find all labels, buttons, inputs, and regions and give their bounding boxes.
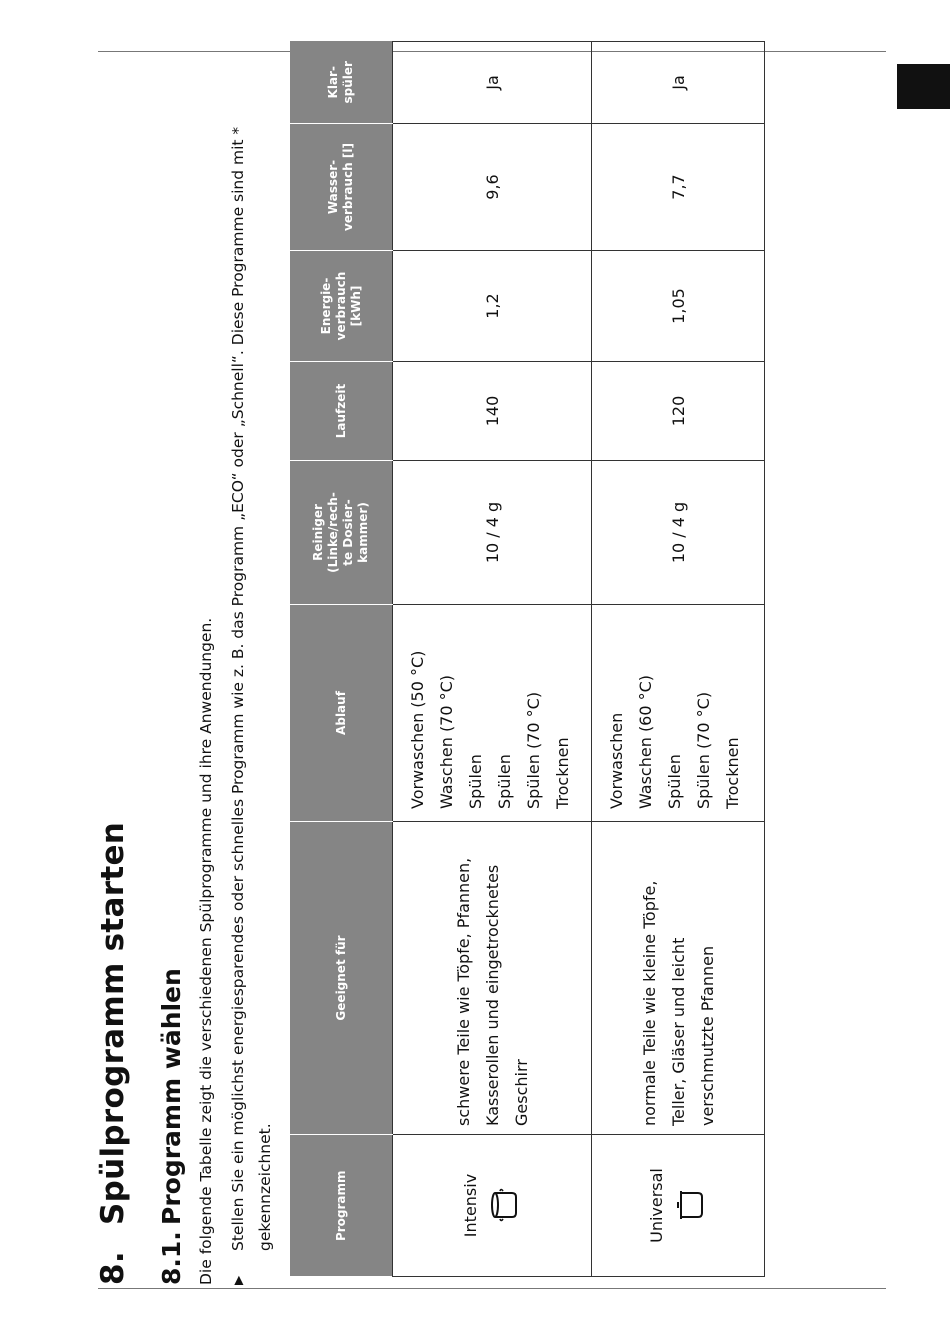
universal-pot-icon [675,1189,714,1223]
cell-programm [592,1135,765,1277]
cell-geeignet: schwere Teile wie Töpfe, Pfannen, Kasserollen und eingetrocknetes Geschirr [393,822,592,1135]
ablauf-step: Waschen (70 °C) [437,674,456,809]
ablauf-step: Trocknen [553,737,572,809]
subsection-heading [157,968,186,1285]
header-programm: Programm [290,1135,393,1277]
header-energie-line: verbrauch [333,271,348,341]
cell-programm [393,1135,592,1277]
header-geeignet: Geeignet für [290,822,393,1135]
header-reiniger-line: te Dosier- [341,499,355,566]
ablauf-step: Vorwaschen (50 °C) [408,650,427,809]
ablauf-step: Spülen (70 °C) [524,691,543,809]
cell-klarspueler: Ja [393,42,592,124]
ablauf-step: Spülen (70 °C) [694,691,713,809]
cell-ablauf [592,605,765,822]
cell-klarspueler: Ja [592,42,765,124]
section-number: 8. [95,1251,131,1285]
cell-laufzeit: 140 [393,362,592,461]
ablauf-step: Vorwaschen [607,712,626,809]
subsection-number: 8.1. [157,1231,186,1285]
section-title: Spülprogramm starten [95,821,131,1225]
table-row [393,42,592,1277]
cell-ablauf [393,605,592,822]
cell-wasser: 9,6 [393,124,592,251]
table-row [592,42,765,1277]
cell-reiniger: 10 / 4 g [592,461,765,605]
program-name: Universal [647,1168,666,1243]
header-klarspueler [290,42,393,124]
cell-laufzeit: 120 [592,362,765,461]
header-wasser-line: Wasser- [326,159,340,215]
ablauf-step: Spülen [495,754,514,809]
note-paragraph [225,65,279,1285]
note-text: Stellen Sie ein möglichst energiesparendes oder schnelles Programm wie z. B. das Programm „ECO“ oder „Schnell“. Diese Programme sind mit * gekennzeichnet. [229,126,274,1251]
header-ablauf: Ablauf [290,605,393,822]
ablauf-step: Waschen (60 °C) [636,674,655,809]
subsection-title: Programm wählen [157,968,186,1225]
cell-wasser: 7,7 [592,124,765,251]
section-heading [95,822,131,1285]
header-reiniger-line: (Linke/rech- [326,492,340,573]
bottom-rule [98,1288,886,1289]
ablauf-step: Spülen [665,754,684,809]
header-laufzeit: Laufzeit [290,362,393,461]
header-energie-line: Energie- [318,277,333,335]
cell-energie: 1,05 [592,251,765,362]
header-wasser [290,124,393,251]
header-wasser-line: verbrauch [l] [341,143,355,231]
header-energie-line: [kWh] [348,285,363,327]
table-header-row [290,42,393,1277]
ablauf-step: Trocknen [723,737,742,809]
cell-geeignet: normale Teile wie kleine Töpfe, Teller, Gläser und leicht verschmutzte Pfannen [592,822,765,1135]
header-energie [290,251,393,362]
cell-reiniger: 10 / 4 g [393,461,592,605]
chapter-tab-marker [897,64,950,109]
program-name: Intensiv [461,1173,480,1238]
program-table [290,41,765,1277]
header-reiniger [290,461,393,605]
intro-paragraph: Die folgende Tabelle zeigt die verschiedenen Spülprogramme und ihre Anwendungen. [197,617,215,1285]
page-content [95,55,785,1285]
header-klar-line: Klar- [326,66,340,99]
arrow-bullet-icon: ▶ [231,1275,245,1285]
header-reiniger-line: kammer) [356,502,370,563]
ablauf-step: Spülen [466,754,485,809]
header-klar-line: spüler [341,61,355,104]
cell-energie: 1,2 [393,251,592,362]
intensive-pot-icon [489,1189,528,1223]
header-reiniger-line: Reiniger [311,504,325,561]
